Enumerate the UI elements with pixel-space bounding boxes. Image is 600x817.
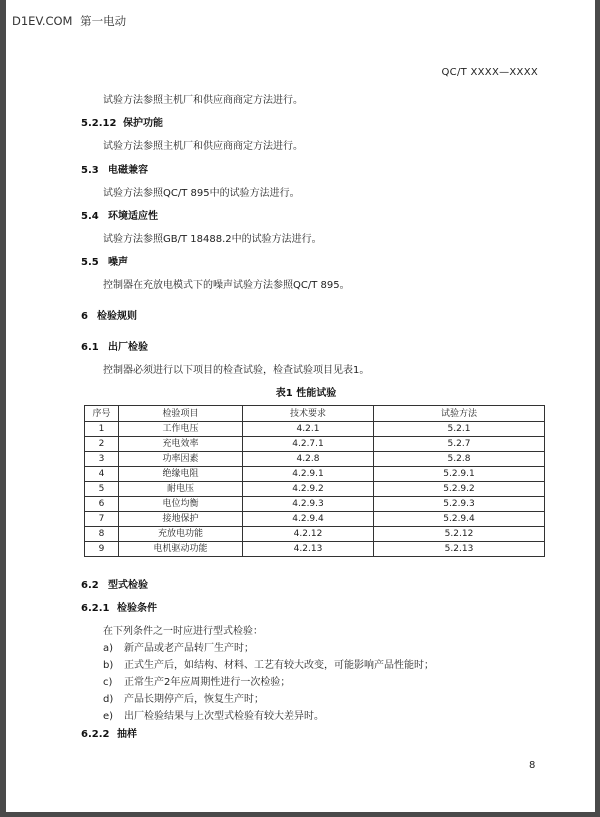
table-cell: 1: [85, 422, 119, 437]
table-header-cell: 试验方法: [374, 406, 545, 422]
section-title: 出厂检验: [108, 342, 148, 353]
table-cell: 9: [85, 542, 119, 557]
section-title: 电磁兼容: [108, 165, 148, 176]
document-code: QC/T XXXX—XXXX: [441, 67, 538, 78]
table-row: [85, 437, 545, 452]
list-text: 产品长期停产后，恢复生产时；: [124, 694, 264, 705]
paragraph: 试验方法参照QC/T 895中的试验方法进行。: [103, 188, 300, 199]
table-cell: 电机驱动功能: [119, 542, 243, 557]
table-header-cell: 技术要求: [243, 406, 374, 422]
section-heading-6-2: [81, 576, 148, 591]
section-title: 抽样: [117, 729, 137, 740]
table-cell: 6: [85, 497, 119, 512]
section-number: 5.4: [81, 211, 99, 222]
table-header-row: [85, 406, 545, 422]
table-cell: 7: [85, 512, 119, 527]
section-title: 检验规则: [97, 311, 137, 322]
section-number: 6.1: [81, 342, 99, 353]
table-cell: 5.2.9.4: [374, 512, 545, 527]
section-heading-6-2-2: [81, 725, 137, 740]
list-item: [103, 673, 290, 688]
table-row: [85, 422, 545, 437]
section-number: 6.2.1: [81, 603, 110, 614]
table-cell: 8: [85, 527, 119, 542]
table-caption: 表1 性能试验: [275, 388, 337, 399]
table-cell: 4.2.13: [243, 542, 374, 557]
table-row: [85, 497, 545, 512]
table-cell: 绝缘电阻: [119, 467, 243, 482]
list-marker: c): [103, 677, 113, 688]
table-cell: 电位均衡: [119, 497, 243, 512]
table-row: [85, 482, 545, 497]
table-cell: 5.2.7: [374, 437, 545, 452]
paragraph: 试验方法参照主机厂和供应商商定方法进行。: [103, 141, 303, 152]
table-cell: 5.2.9.2: [374, 482, 545, 497]
table-cell: 5: [85, 482, 119, 497]
section-title: 保护功能: [123, 118, 163, 129]
list-item: [103, 707, 324, 722]
table-row: [85, 452, 545, 467]
table-row: [85, 527, 545, 542]
section-heading-5-4: [81, 207, 158, 222]
page-number: 8: [529, 760, 536, 771]
list-marker: b): [103, 660, 114, 671]
section-number: 5.3: [81, 165, 99, 176]
section-number: 5.2.12: [81, 118, 117, 129]
table-cell: 4.2.7.1: [243, 437, 374, 452]
section-number: 6: [81, 311, 88, 322]
paragraph: 试验方法参照GB/T 18488.2中的试验方法进行。: [103, 234, 322, 245]
list-marker: d): [103, 694, 114, 705]
table-cell: 4.2.12: [243, 527, 374, 542]
table-row: [85, 512, 545, 527]
paragraph: 控制器必须进行以下项目的检查试验，检查试验项目见表1。: [103, 365, 370, 376]
table-cell: 5.2.9.3: [374, 497, 545, 512]
list-text: 正常生产2年应周期性进行一次检验；: [124, 677, 291, 688]
section-title: 噪声: [108, 257, 128, 268]
paragraph: 试验方法参照主机厂和供应商商定方法进行。: [103, 95, 303, 106]
list-text: 出厂检验结果与上次型式检验有较大差异时。: [124, 711, 324, 722]
table-cell: 接地保护: [119, 512, 243, 527]
table-row: [85, 542, 545, 557]
section-title: 型式检验: [108, 580, 148, 591]
list-marker: e): [103, 711, 114, 722]
table-cell: 4.2.9.2: [243, 482, 374, 497]
table-cell: 工作电压: [119, 422, 243, 437]
paragraph: 在下列条件之一时应进行型式检验：: [103, 626, 263, 637]
section-title: 检验条件: [117, 603, 157, 614]
table-cell: 5.2.12: [374, 527, 545, 542]
section-title: 环境适应性: [108, 211, 158, 222]
table-cell: 4.2.9.1: [243, 467, 374, 482]
table-cell: 5.2.9.1: [374, 467, 545, 482]
watermark-site: D1EV.COM: [12, 14, 73, 28]
table-cell: 5.2.8: [374, 452, 545, 467]
list-item: [103, 639, 254, 654]
table-cell: 4: [85, 467, 119, 482]
watermark: [12, 13, 126, 29]
section-number: 6.2.2: [81, 729, 110, 740]
table-header-cell: 检验项目: [119, 406, 243, 422]
table-cell: 4.2.9.4: [243, 512, 374, 527]
section-number: 6.2: [81, 580, 99, 591]
section-number: 5.5: [81, 257, 99, 268]
watermark-brand: 第一电动: [80, 14, 127, 28]
section-heading-6: [81, 307, 137, 322]
section-heading-5-2-12: [81, 114, 163, 129]
table-cell: 耐电压: [119, 482, 243, 497]
table-cell: 功率因素: [119, 452, 243, 467]
list-item: [103, 690, 264, 705]
list-text: 新产品或老产品转厂生产时；: [124, 643, 254, 654]
table-row: [85, 467, 545, 482]
section-heading-5-5: [81, 253, 128, 268]
table-cell: 3: [85, 452, 119, 467]
table-cell: 5.2.13: [374, 542, 545, 557]
table-cell: 5.2.1: [374, 422, 545, 437]
table-cell: 4.2.8: [243, 452, 374, 467]
section-heading-5-3: [81, 161, 148, 176]
section-heading-6-2-1: [81, 599, 157, 614]
table-cell: 充电效率: [119, 437, 243, 452]
table-header-cell: 序号: [85, 406, 119, 422]
list-marker: a): [103, 643, 114, 654]
paragraph: 控制器在充放电模式下的噪声试验方法参照QC/T 895。: [103, 280, 350, 291]
table-cell: 4.2.9.3: [243, 497, 374, 512]
table-cell: 2: [85, 437, 119, 452]
section-heading-6-1: [81, 338, 148, 353]
table-cell: 4.2.1: [243, 422, 374, 437]
table-cell: 充放电功能: [119, 527, 243, 542]
list-text: 正式生产后，如结构、材料、工艺有较大改变，可能影响产品性能时；: [124, 660, 434, 671]
list-item: [103, 656, 434, 671]
performance-test-table: [84, 405, 545, 557]
